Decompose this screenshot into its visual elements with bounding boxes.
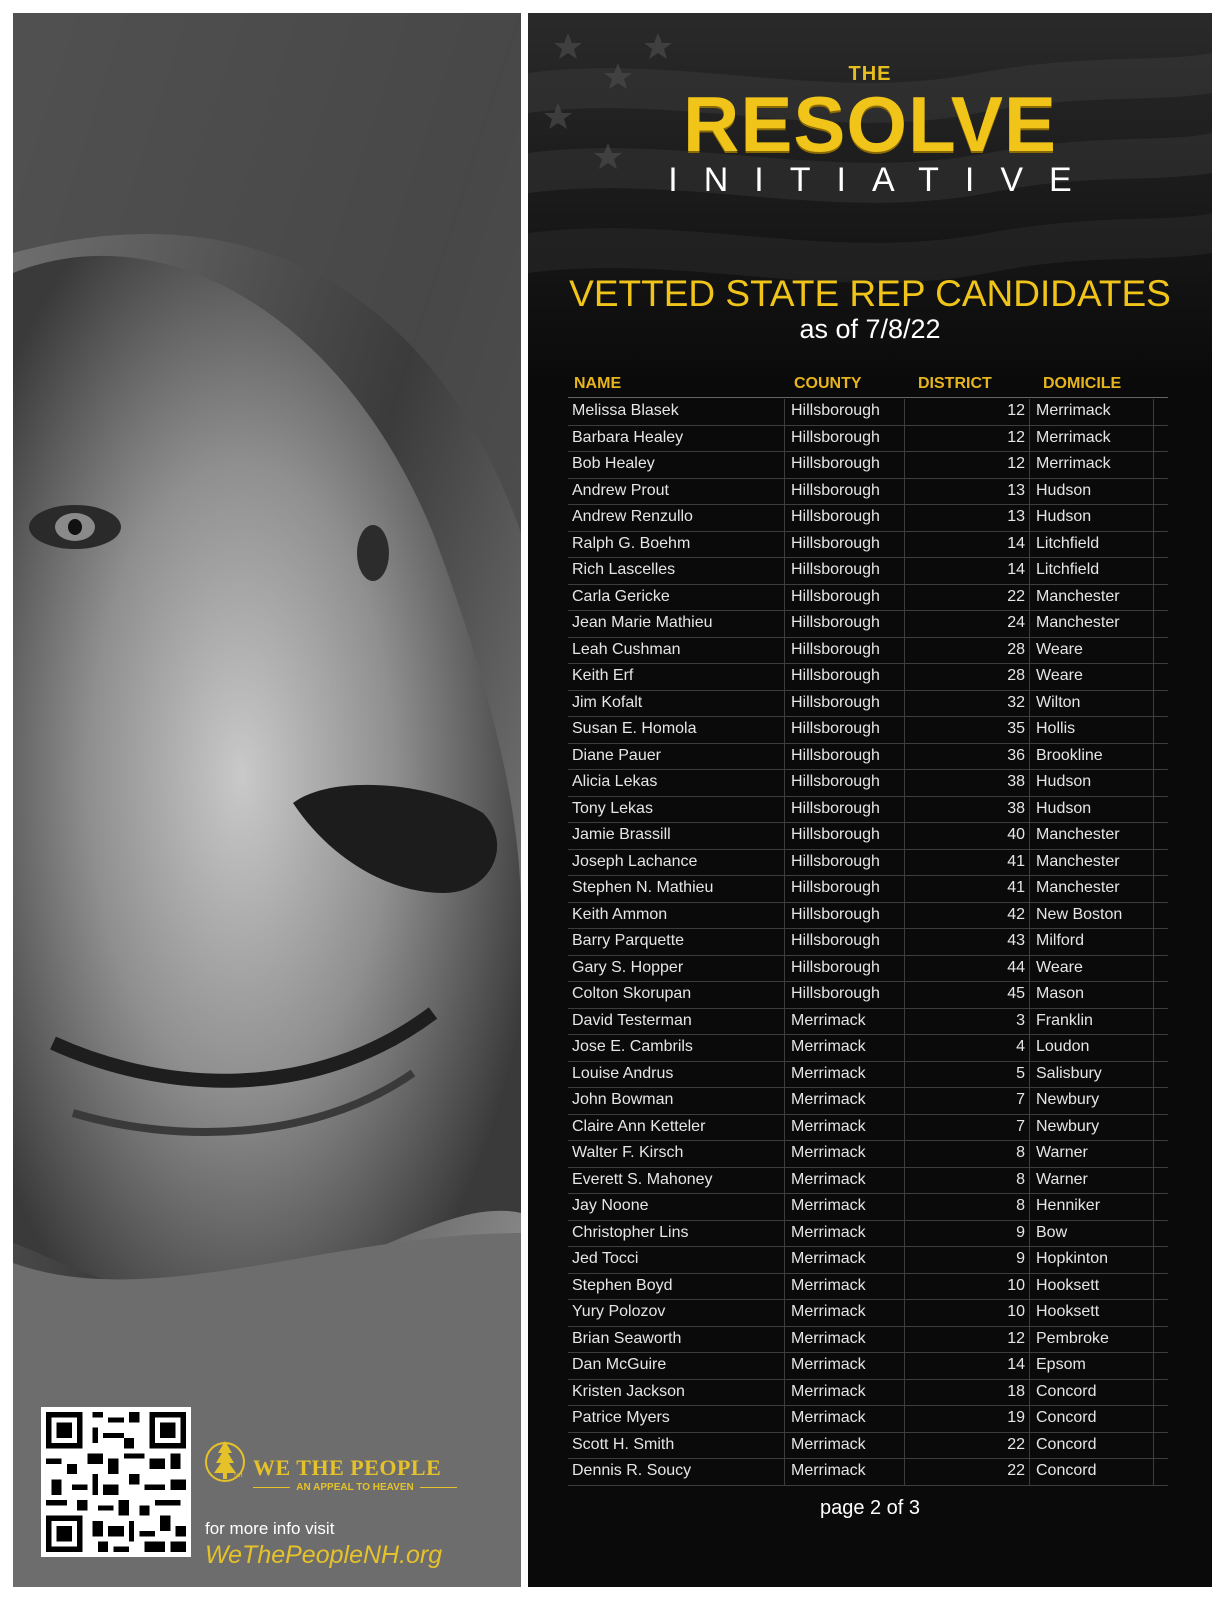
table-row <box>568 1141 1168 1168</box>
cell-district: 12 <box>904 452 1029 478</box>
cell-county: Hillsborough <box>784 956 904 982</box>
table-row <box>568 479 1168 506</box>
cell-name: Joseph Lachance <box>572 852 698 870</box>
cell-name: Christopher Lins <box>572 1223 689 1241</box>
cell-domicile: Manchester <box>1029 585 1154 611</box>
cell-district: 22 <box>904 1459 1029 1485</box>
cell-domicile: Weare <box>1029 638 1154 664</box>
page-number: page 2 of 3 <box>819 1497 921 1519</box>
cell-county: Hillsborough <box>784 452 904 478</box>
cell-county: Hillsborough <box>784 532 904 558</box>
cell-county: Hillsborough <box>784 426 904 452</box>
table-row <box>568 1353 1168 1380</box>
table-row <box>568 452 1168 479</box>
cell-district: 35 <box>904 717 1029 743</box>
cell-domicile: Manchester <box>1029 823 1154 849</box>
table-row <box>568 1380 1168 1407</box>
info-label: for more info visit <box>205 1519 335 1538</box>
cell-county: Hillsborough <box>784 797 904 823</box>
cell-name: Barbara Healey <box>572 428 684 446</box>
table-row <box>568 770 1168 797</box>
cell-domicile: Litchfield <box>1029 558 1154 584</box>
cell-county: Merrimack <box>784 1274 904 1300</box>
cell-county: Hillsborough <box>784 770 904 796</box>
table-row <box>568 982 1168 1009</box>
qr-code[interactable] <box>41 1407 191 1557</box>
cell-county: Hillsborough <box>784 823 904 849</box>
cell-name: Jay Noone <box>572 1197 649 1214</box>
cell-district: 44 <box>904 956 1029 982</box>
cell-domicile: Concord <box>1029 1380 1154 1406</box>
table-row <box>568 744 1168 771</box>
cell-district: 32 <box>904 691 1029 717</box>
cell-name: Barry Parquette <box>572 932 685 949</box>
cell-domicile: Hudson <box>1029 505 1154 531</box>
cell-name: David Testerman <box>572 1011 692 1029</box>
org-title: WE THE PEOPLE <box>253 1455 442 1480</box>
cell-domicile: Concord <box>1029 1433 1154 1459</box>
cell-district: 10 <box>904 1274 1029 1300</box>
cell-county: Hillsborough <box>784 903 904 929</box>
cell-domicile: Manchester <box>1029 611 1154 637</box>
cell-domicile: Merrimack <box>1029 426 1154 452</box>
cell-district: 36 <box>904 744 1029 770</box>
cell-district: 9 <box>904 1247 1029 1273</box>
logo-initiative: INITIATIVE <box>668 161 1098 199</box>
table-row <box>568 558 1168 585</box>
cell-domicile: Manchester <box>1029 876 1154 902</box>
table-row <box>568 532 1168 559</box>
candidate-panel <box>528 13 1212 1587</box>
cell-name: Andrew Renzullo <box>572 508 693 525</box>
cell-county: Hillsborough <box>784 691 904 717</box>
cell-domicile: Concord <box>1029 1406 1154 1432</box>
cell-county: Hillsborough <box>784 399 904 425</box>
cell-name: John Bowman <box>572 1091 674 1108</box>
cell-name: Alicia Lekas <box>572 773 658 790</box>
cell-name: Walter F. Kirsch <box>572 1144 684 1161</box>
cell-domicile: Warner <box>1029 1168 1154 1194</box>
cell-domicile: Mason <box>1029 982 1154 1008</box>
table-row <box>568 1433 1168 1460</box>
table-row <box>568 956 1168 983</box>
cell-domicile: Salisbury <box>1029 1062 1154 1088</box>
cell-name: Scott H. Smith <box>572 1435 675 1453</box>
table-row <box>568 903 1168 930</box>
table-row <box>568 1327 1168 1354</box>
cell-county: Hillsborough <box>784 558 904 584</box>
cell-district: 7 <box>904 1115 1029 1141</box>
cell-county: Hillsborough <box>784 982 904 1008</box>
website-link[interactable]: WeThePeopleNH.org <box>205 1541 443 1569</box>
cell-name: Patrice Myers <box>572 1409 670 1426</box>
cell-name: Colton Skorupan <box>572 985 692 1002</box>
cell-domicile: Merrimack <box>1029 452 1154 478</box>
cell-domicile: Weare <box>1029 664 1154 690</box>
lion-panel <box>13 13 521 1587</box>
cell-name: Rich Lascelles <box>572 561 676 578</box>
cell-county: Hillsborough <box>784 717 904 743</box>
lion-photo <box>13 13 521 1587</box>
cell-name: Bob Healey <box>572 455 655 472</box>
cell-name: Louise Andrus <box>572 1064 674 1082</box>
cell-county: Hillsborough <box>784 850 904 876</box>
cell-district: 18 <box>904 1380 1029 1406</box>
cell-district: 28 <box>904 638 1029 664</box>
cell-name: Kristen Jackson <box>572 1382 685 1400</box>
cell-name: Stephen N. Mathieu <box>572 879 714 896</box>
logo-resolve: RESOLVE <box>683 80 1057 168</box>
cell-name: Melissa Blasek <box>572 402 679 419</box>
cell-name: Gary S. Hopper <box>572 958 684 976</box>
cell-domicile: Hopkinton <box>1029 1247 1154 1273</box>
cell-domicile: Merrimack <box>1029 399 1154 425</box>
cell-district: 8 <box>904 1168 1029 1194</box>
cell-county: Merrimack <box>784 1035 904 1061</box>
cell-domicile: Hooksett <box>1029 1274 1154 1300</box>
table-row <box>568 717 1168 744</box>
table-row <box>568 664 1168 691</box>
cell-county: Hillsborough <box>784 611 904 637</box>
cell-county: Hillsborough <box>784 479 904 505</box>
cell-county: Merrimack <box>784 1459 904 1485</box>
table-row <box>568 505 1168 532</box>
cell-domicile: Hooksett <box>1029 1300 1154 1326</box>
cell-district: 8 <box>904 1141 1029 1167</box>
cell-district: 5 <box>904 1062 1029 1088</box>
cell-domicile: Warner <box>1029 1141 1154 1167</box>
cell-district: 41 <box>904 850 1029 876</box>
table-row <box>568 876 1168 903</box>
cell-name: Diane Pauer <box>572 746 661 764</box>
cell-county: Merrimack <box>784 1115 904 1141</box>
cell-district: 9 <box>904 1221 1029 1247</box>
cell-name: Ralph G. Boehm <box>572 534 691 552</box>
cell-name: Stephen Boyd <box>572 1276 673 1294</box>
cell-district: 12 <box>904 399 1029 425</box>
cell-name: Jose E. Cambrils <box>572 1038 693 1055</box>
cell-name: Leah Cushman <box>572 640 681 658</box>
table-header <box>568 373 1168 398</box>
cell-domicile: Weare <box>1029 956 1154 982</box>
cell-name: Jed Tocci <box>572 1250 639 1267</box>
cell-district: 14 <box>904 1353 1029 1379</box>
cell-county: Merrimack <box>784 1062 904 1088</box>
cell-county: Hillsborough <box>784 929 904 955</box>
cell-county: Merrimack <box>784 1194 904 1220</box>
cell-name: Tony Lekas <box>572 799 653 817</box>
cell-domicile: Newbury <box>1029 1088 1154 1114</box>
cell-county: Hillsborough <box>784 505 904 531</box>
cell-county: Hillsborough <box>784 744 904 770</box>
cell-domicile: Milford <box>1029 929 1154 955</box>
cell-domicile: Henniker <box>1029 1194 1154 1220</box>
cell-name: Everett S. Mahoney <box>572 1170 713 1188</box>
table-row <box>568 1168 1168 1195</box>
table-row <box>568 1221 1168 1248</box>
cell-district: 38 <box>904 797 1029 823</box>
cell-domicile: Manchester <box>1029 850 1154 876</box>
page-title: VETTED STATE REP CANDIDATES <box>569 273 1171 314</box>
table-row <box>568 1406 1168 1433</box>
cell-domicile: Hudson <box>1029 479 1154 505</box>
candidate-table <box>568 399 1168 1486</box>
col-domicile-header: DOMICILE <box>1043 375 1122 392</box>
table-row <box>568 1115 1168 1142</box>
cell-district: 45 <box>904 982 1029 1008</box>
cell-county: Merrimack <box>784 1088 904 1114</box>
nh-badge: NH <box>234 1473 243 1479</box>
cell-district: 42 <box>904 903 1029 929</box>
table-row <box>568 797 1168 824</box>
cell-district: 7 <box>904 1088 1029 1114</box>
cell-county: Merrimack <box>784 1406 904 1432</box>
cell-county: Hillsborough <box>784 638 904 664</box>
cell-name: Dan McGuire <box>572 1356 667 1373</box>
org-tagline <box>253 1482 457 1493</box>
cell-district: 43 <box>904 929 1029 955</box>
table-row <box>568 638 1168 665</box>
cell-name: Carla Gericke <box>572 587 670 605</box>
cell-district: 3 <box>904 1009 1029 1035</box>
cell-domicile: Newbury <box>1029 1115 1154 1141</box>
cell-district: 12 <box>904 1327 1029 1353</box>
cell-district: 4 <box>904 1035 1029 1061</box>
table-row <box>568 1274 1168 1301</box>
cell-domicile: Brookline <box>1029 744 1154 770</box>
table-row <box>568 823 1168 850</box>
cell-name: Keith Erf <box>572 667 634 684</box>
cell-district: 22 <box>904 585 1029 611</box>
cell-county: Merrimack <box>784 1141 904 1167</box>
cell-domicile: Hollis <box>1029 717 1154 743</box>
cell-name: Susan E. Homola <box>572 720 697 737</box>
table-row <box>568 850 1168 877</box>
logo-the: THE <box>848 63 892 85</box>
cell-domicile: Concord <box>1029 1459 1154 1485</box>
col-county-header: COUNTY <box>794 375 862 392</box>
cell-name: Brian Seaworth <box>572 1329 682 1347</box>
cell-county: Merrimack <box>784 1009 904 1035</box>
cell-name: Jean Marie Mathieu <box>572 614 713 631</box>
cell-county: Merrimack <box>784 1221 904 1247</box>
cell-district: 14 <box>904 532 1029 558</box>
table-row <box>568 1459 1168 1486</box>
cell-county: Hillsborough <box>784 585 904 611</box>
cell-district: 24 <box>904 611 1029 637</box>
table-row <box>568 1300 1168 1327</box>
cell-domicile: Hudson <box>1029 797 1154 823</box>
table-row <box>568 399 1168 426</box>
table-row <box>568 585 1168 612</box>
cell-county: Merrimack <box>784 1168 904 1194</box>
cell-district: 40 <box>904 823 1029 849</box>
cell-domicile: Litchfield <box>1029 532 1154 558</box>
cell-district: 8 <box>904 1194 1029 1220</box>
cell-name: Jamie Brassill <box>572 826 671 843</box>
org-tagline-text: AN APPEAL TO HEAVEN <box>296 1482 414 1493</box>
cell-domicile: Franklin <box>1029 1009 1154 1035</box>
table-row <box>568 426 1168 453</box>
cell-county: Merrimack <box>784 1247 904 1273</box>
cell-name: Jim Kofalt <box>572 693 643 711</box>
cell-county: Merrimack <box>784 1433 904 1459</box>
cell-domicile: Bow <box>1029 1221 1154 1247</box>
page-date: as of 7/8/22 <box>799 314 941 344</box>
col-name-header: NAME <box>574 375 622 392</box>
pine-tree-logo <box>204 1433 246 1491</box>
cell-county: Hillsborough <box>784 664 904 690</box>
cell-district: 10 <box>904 1300 1029 1326</box>
cell-domicile: New Boston <box>1029 903 1154 929</box>
cell-name: Yury Polozov <box>572 1303 666 1320</box>
table-row <box>568 691 1168 718</box>
table-row <box>568 1247 1168 1274</box>
cell-county: Merrimack <box>784 1300 904 1326</box>
table-row <box>568 929 1168 956</box>
cell-domicile: Pembroke <box>1029 1327 1154 1353</box>
cell-domicile: Epsom <box>1029 1353 1154 1379</box>
table-row <box>568 611 1168 638</box>
cell-county: Merrimack <box>784 1327 904 1353</box>
table-row <box>568 1035 1168 1062</box>
cell-county: Merrimack <box>784 1380 904 1406</box>
cell-county: Hillsborough <box>784 876 904 902</box>
table-row <box>568 1194 1168 1221</box>
cell-district: 19 <box>904 1406 1029 1432</box>
cell-district: 38 <box>904 770 1029 796</box>
table-row <box>568 1088 1168 1115</box>
cell-district: 41 <box>904 876 1029 902</box>
cell-name: Keith Ammon <box>572 905 668 923</box>
cell-name: Dennis R. Soucy <box>572 1462 692 1479</box>
col-district-header: DISTRICT <box>918 375 992 392</box>
cell-district: 28 <box>904 664 1029 690</box>
cell-name: Claire Ann Ketteler <box>572 1117 706 1135</box>
cell-district: 12 <box>904 426 1029 452</box>
cell-district: 13 <box>904 479 1029 505</box>
table-row <box>568 1009 1168 1036</box>
cell-county: Merrimack <box>784 1353 904 1379</box>
cell-domicile: Hudson <box>1029 770 1154 796</box>
qr-code-image <box>41 1407 191 1557</box>
cell-district: 22 <box>904 1433 1029 1459</box>
cell-domicile: Loudon <box>1029 1035 1154 1061</box>
cell-district: 14 <box>904 558 1029 584</box>
table-row <box>568 1062 1168 1089</box>
cell-domicile: Wilton <box>1029 691 1154 717</box>
cell-district: 13 <box>904 505 1029 531</box>
cell-name: Andrew Prout <box>572 481 669 499</box>
